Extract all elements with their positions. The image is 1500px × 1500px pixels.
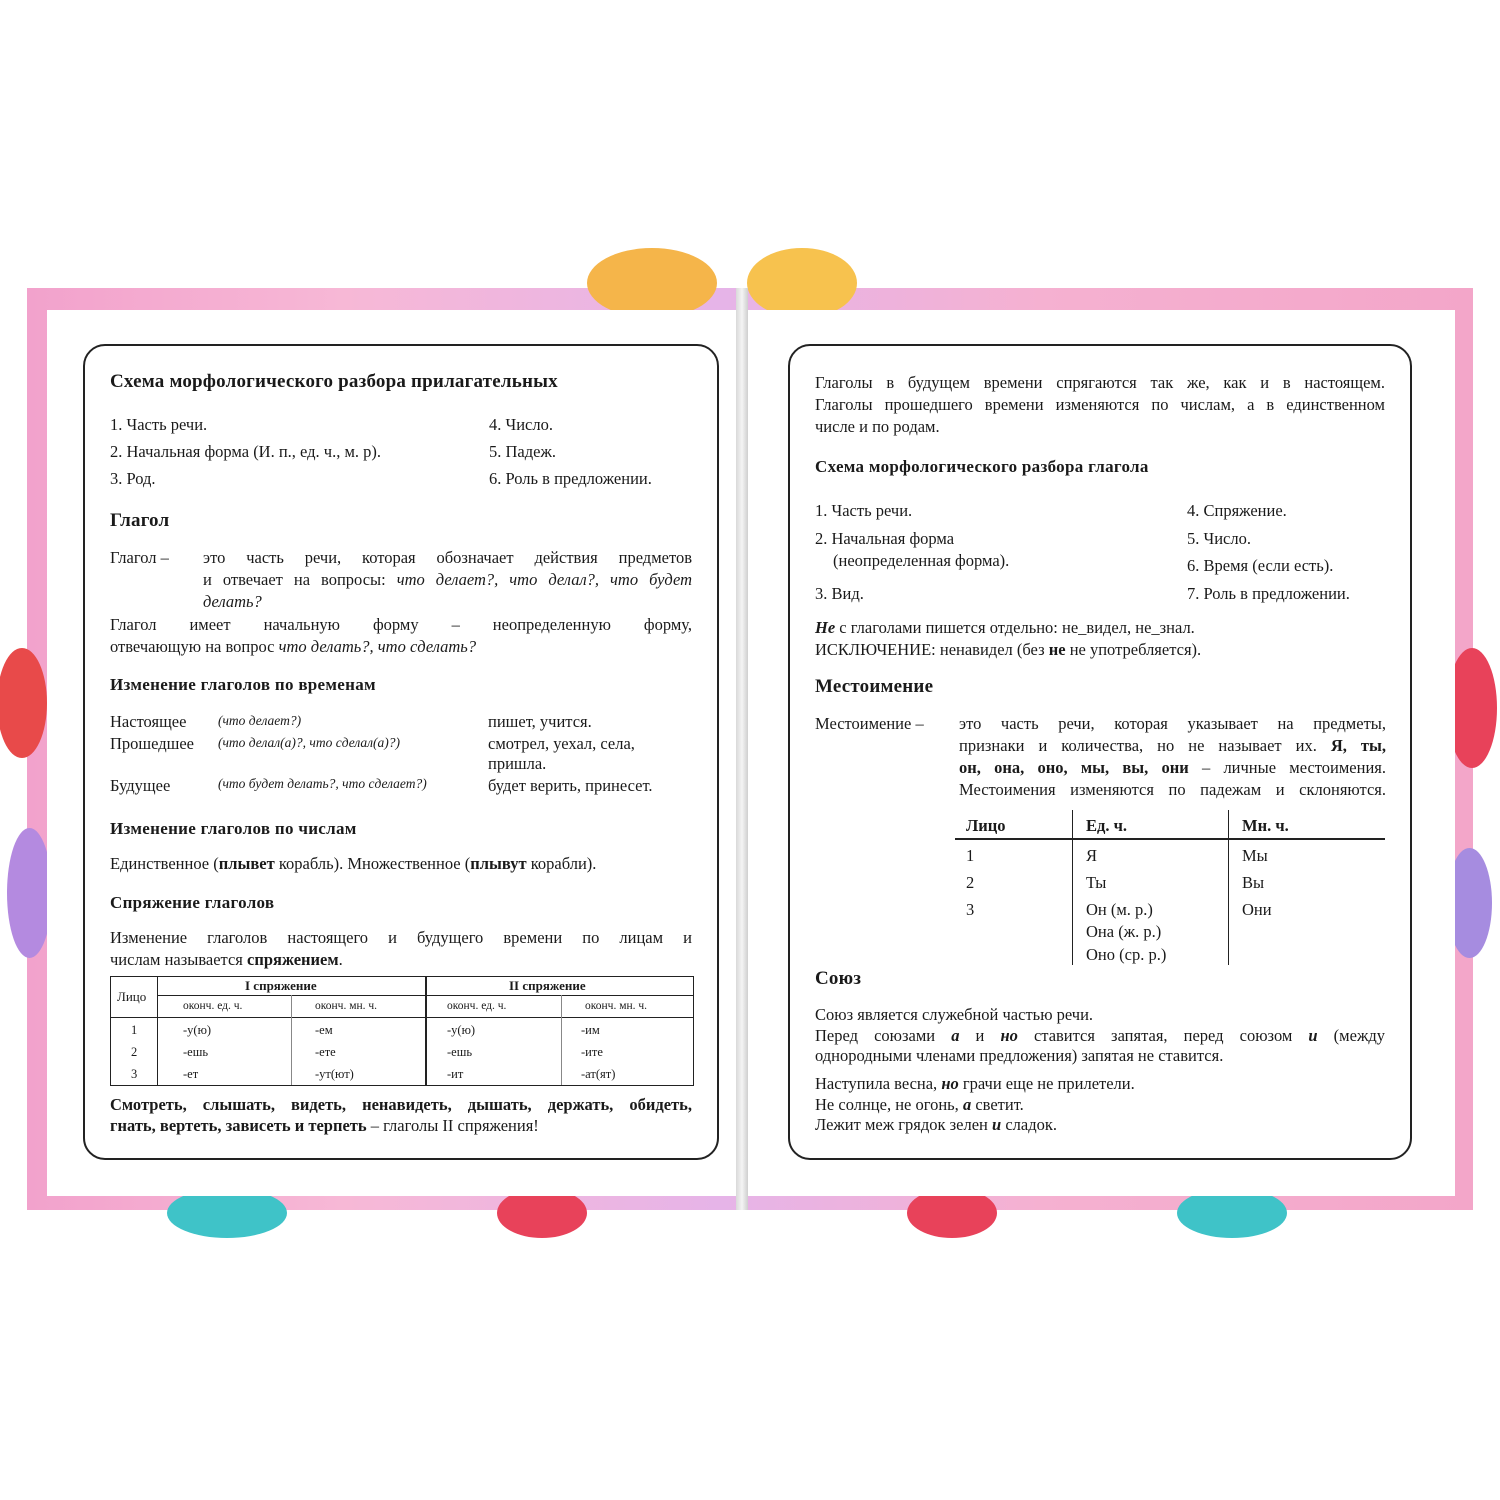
exception-verbs-line-2 — [110, 1115, 539, 1137]
exception-text: ненавидел (без — [935, 640, 1049, 659]
exception-verbs-bold: гнать, вертеть, зависеть и терпеть — [110, 1116, 367, 1135]
pronoun-list-bold: он, она, оно, мы, вы, они — [959, 758, 1189, 777]
pronoun-singular: Он (м. р.) — [1086, 900, 1153, 919]
conjugation-text-part: . — [338, 950, 343, 969]
ne-rule — [815, 617, 1195, 639]
tense-examples: будет верить, принесет. — [488, 776, 653, 795]
conj-cell: -ат(ят) — [581, 1067, 616, 1081]
number-title: Изменение глаголов по числам — [110, 819, 357, 838]
union-example — [815, 1073, 1135, 1095]
conj-subheader: оконч. мн. ч. — [315, 1000, 378, 1012]
union-text: и — [959, 1026, 1001, 1045]
conj-group-1: I спряжение — [245, 978, 317, 993]
verb-scheme-item: 2. Начальная форма — [815, 529, 955, 548]
example-conjunction: и — [992, 1115, 1002, 1134]
conj-cell: -ешь — [183, 1045, 209, 1059]
pronoun-header-singular: Ед. ч. — [1086, 816, 1128, 835]
conj-cell: -им — [581, 1023, 600, 1037]
union-conjunction: но — [1000, 1026, 1018, 1045]
verb-scheme-item: 1. Часть речи. — [815, 501, 913, 520]
pronoun-plural: Они — [1242, 900, 1272, 919]
verb-def-term: Глагол – — [110, 548, 169, 567]
example-conjunction: а — [962, 1095, 972, 1114]
tense-title: Изменение глаголов по временам — [110, 675, 376, 694]
conj-col-person: Лицо — [117, 989, 147, 1004]
conj-subheader: оконч. ед. ч. — [447, 1000, 507, 1012]
conj-subheader: оконч. мн. ч. — [585, 1000, 648, 1012]
conjugation-table — [110, 976, 694, 1086]
adj-item-3: 3. Род. — [110, 469, 156, 488]
exception-label: ИСКЛЮЧЕНИЕ: — [815, 640, 936, 659]
number-bold-pl: плывут — [470, 854, 527, 873]
tense-examples: пишет, учится. — [488, 712, 592, 731]
union-text: (между — [1317, 1026, 1385, 1045]
conj-cell: -ит — [447, 1067, 464, 1081]
pronoun-plural: Вы — [1242, 873, 1265, 892]
conj-cell: 3 — [131, 1067, 138, 1081]
pronoun-list-bold: Я, ты, — [1330, 736, 1387, 755]
conj-group-2: II спряжение — [509, 978, 586, 993]
verb-def-line-1: это часть речи, которая обозначает действия предметов — [203, 548, 692, 567]
pronoun-header-plural: Мн. ч. — [1242, 816, 1289, 835]
union-conjunction: и — [1308, 1026, 1318, 1045]
future-tense-line-3: числе и по родам. — [815, 417, 940, 436]
union-line-1: Союз является служебной частью речи. — [815, 1005, 1094, 1024]
number-text-part: корабль). Множественное ( — [274, 854, 471, 873]
cover-decoration — [7, 828, 52, 958]
pronoun-singular: Ты — [1086, 873, 1107, 892]
conjugation-text-line-1: Изменение глаголов настоящего и будущего времени по лицам и — [110, 928, 692, 947]
pronoun-singular: Я — [1086, 846, 1098, 865]
adjective-scheme-title: Схема морфологического разбора прилагательных — [110, 371, 558, 392]
conj-cell: -у(ю) — [183, 1023, 212, 1037]
exception-text: не употребляется). — [1065, 640, 1202, 659]
example-text: Лежит меж грядок зелен — [815, 1115, 993, 1134]
tense-question: (что делал(а)?, что сделал(а)?) — [218, 735, 401, 750]
number-text — [110, 853, 596, 875]
conj-cell: -ем — [315, 1023, 333, 1037]
pronoun-plural: Мы — [1242, 846, 1268, 865]
tense-question: (что делает?) — [218, 713, 302, 728]
conj-cell: -ешь — [447, 1045, 473, 1059]
pronoun-title: Местоимение — [815, 676, 934, 697]
pronoun-person: 1 — [966, 846, 975, 865]
union-text: ставится запятая, перед союзом — [1017, 1026, 1309, 1045]
pronoun-table-divider — [1228, 810, 1229, 965]
conjugation-text-part: числам называется — [110, 950, 248, 969]
tense-name: Прошедшее — [110, 734, 194, 753]
conj-subheader: оконч. ед. ч. — [183, 1000, 243, 1012]
conjugation-term: спряжением — [247, 950, 339, 969]
verb-scheme-item: 7. Роль в предложении. — [1187, 584, 1350, 603]
tense-name: Настоящее — [110, 712, 187, 731]
pronoun-def-line-2 — [959, 735, 1386, 757]
conj-cell: -ут(ют) — [315, 1067, 354, 1081]
example-text: сладок. — [1001, 1115, 1057, 1134]
number-text-part: Единственное ( — [110, 854, 219, 873]
conjugation-text-line-2 — [110, 949, 343, 971]
verb-def-questions: что делает?, что делал?, что будет — [396, 570, 693, 589]
conj-cell: -ете — [315, 1045, 336, 1059]
union-example — [815, 1094, 1024, 1116]
example-text: светит. — [971, 1095, 1024, 1114]
verb-def-line-2 — [203, 569, 692, 591]
cover-decoration — [587, 248, 717, 318]
ne-rule-text: с глаголами пишется отдельно: не_видел, не_знал. — [835, 618, 1195, 637]
union-line-3: однородными членами предложения) запятая не ставится. — [815, 1046, 1224, 1065]
pronoun-def-text: – личные местоимения. — [1188, 758, 1386, 777]
exception-verbs-tail: – глаголы II спряжения! — [366, 1116, 539, 1135]
pronoun-def-text: признаки и количества, но не называет их. — [959, 736, 1331, 755]
pronoun-table-rule — [955, 838, 1385, 840]
union-example — [815, 1114, 1057, 1136]
cover-decoration — [747, 248, 857, 318]
exception-bold: не — [1048, 640, 1066, 659]
tense-examples-continued: пришла. — [488, 754, 547, 773]
union-title: Союз — [815, 968, 862, 989]
pronoun-header-person: Лицо — [966, 816, 1006, 835]
adj-item-1: 1. Часть речи. — [110, 415, 208, 434]
ne-rule-bold: Не — [815, 618, 836, 637]
example-text: грачи еще не прилетели. — [958, 1074, 1135, 1093]
cover-decoration — [0, 648, 47, 758]
adj-item-6: 6. Роль в предложении. — [489, 469, 652, 488]
future-tense-line-1: Глаголы в будущем времени спрягаются так же, как и в настоящем. — [815, 373, 1385, 392]
pronoun-def-line-3 — [959, 757, 1386, 779]
verb-scheme-title: Схема морфологического разбора глагола — [815, 457, 1149, 476]
union-text: Перед союзами — [815, 1026, 952, 1045]
tense-name: Будущее — [110, 776, 171, 795]
adj-item-5: 5. Падеж. — [489, 442, 556, 461]
union-conjunction: а — [951, 1026, 960, 1045]
number-text-part: корабли). — [526, 854, 597, 873]
pronoun-person: 2 — [966, 873, 975, 892]
pronoun-singular: Она (ж. р.) — [1086, 922, 1162, 941]
verb-scheme-item: (неопределенная форма). — [833, 551, 1010, 570]
verb-infinitive-questions: что делать?, что сделать? — [278, 637, 477, 656]
tense-examples: смотрел, уехал, села, — [488, 734, 635, 753]
conj-cell: -ите — [581, 1045, 603, 1059]
future-tense-line-2: Глаголы прошедшего времени изменяются по числам, а в единственном — [815, 395, 1385, 414]
example-conjunction: но — [941, 1074, 959, 1093]
conj-cell: -у(ю) — [447, 1023, 476, 1037]
verb-def-line-3: делать? — [203, 592, 262, 611]
pronoun-singular: Оно (ср. р.) — [1086, 945, 1167, 964]
union-line-2 — [815, 1025, 1385, 1047]
conj-cell: 2 — [131, 1045, 138, 1059]
adj-item-2: 2. Начальная форма (И. п., ед. ч., м. р). — [110, 442, 382, 461]
verb-scheme-item: 5. Число. — [1187, 529, 1251, 548]
pronoun-table-divider — [1072, 810, 1073, 965]
example-text: Наступила весна, — [815, 1074, 942, 1093]
conj-cell: 1 — [131, 1023, 138, 1037]
pronoun-def-line-4: Местоимения изменяются по падежам и склоняются. — [959, 780, 1386, 799]
conj-cell: -ет — [183, 1067, 199, 1081]
example-text: Не солнце, не огонь, — [815, 1095, 963, 1114]
pronoun-def-line-1: это часть речи, которая указывает на предметы, — [959, 714, 1386, 733]
tense-question: (что будет делать?, что сделает?) — [218, 776, 427, 791]
book-spine — [736, 288, 748, 1210]
pronoun-person: 3 — [966, 900, 975, 919]
number-bold-sg: плывет — [218, 854, 275, 873]
verb-infinitive-text: отвечающую на вопрос — [110, 637, 279, 656]
adj-item-4: 4. Число. — [489, 415, 553, 434]
conjugation-title: Спряжение глаголов — [110, 893, 275, 912]
verb-title: Глагол — [110, 510, 170, 531]
exception-verbs-line-1: Смотреть, слышать, видеть, ненавидеть, дышать, держать, обидеть, — [110, 1095, 692, 1114]
verb-infinitive-line-2 — [110, 636, 476, 658]
pronoun-term: Местоимение – — [815, 714, 924, 733]
verb-scheme-item: 6. Время (если есть). — [1187, 556, 1334, 575]
verb-infinitive-line-1: Глагол имеет начальную форму – неопределенную форму, — [110, 615, 692, 634]
ne-exception — [815, 639, 1201, 661]
verb-def-text: и отвечает на вопросы: — [203, 570, 397, 589]
verb-scheme-item: 4. Спряжение. — [1187, 501, 1287, 520]
verb-scheme-item: 3. Вид. — [815, 584, 864, 603]
